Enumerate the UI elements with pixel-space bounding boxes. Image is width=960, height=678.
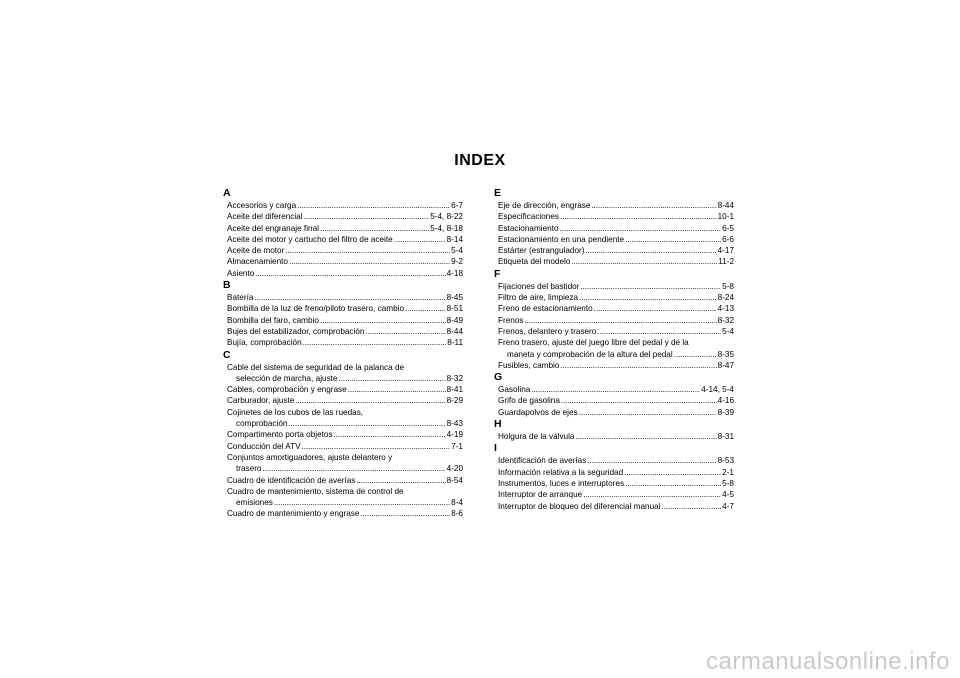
page-reference: 5-8 xyxy=(722,281,734,291)
index-entry-text: Bombilla de la luz de freno/piloto trasero, cambio xyxy=(227,304,405,314)
index-entry xyxy=(494,360,734,371)
index-entry-text: Cable del sistema de seguridad de la palanca de xyxy=(227,362,405,372)
page-reference: 4-14, 5-4 xyxy=(701,385,734,395)
page-reference: 8-31 xyxy=(717,432,734,442)
index-entry xyxy=(494,256,734,267)
dot-leader xyxy=(303,337,447,348)
page-reference: 8-11 xyxy=(447,338,463,348)
page-reference: 8-32 xyxy=(446,373,463,383)
index-entry-text: Grifo de gasolina xyxy=(498,396,560,406)
index-entry xyxy=(494,489,734,500)
index-entry xyxy=(223,303,463,314)
dot-leader xyxy=(560,360,716,371)
page-reference: 8-44 xyxy=(717,201,734,210)
dot-leader xyxy=(297,200,450,211)
index-entry-text: Frenos, delantero y trasero xyxy=(498,326,597,336)
index-entry xyxy=(494,223,734,234)
index-entry xyxy=(223,407,463,430)
index-entry-text: Compartimento porta objetos xyxy=(227,430,333,440)
index-entry xyxy=(494,478,734,489)
index-entry-text: Gasolina xyxy=(498,385,531,395)
dot-leader xyxy=(295,395,445,406)
index-entry-text: maneta y comprobación de la altura del pedal xyxy=(507,349,673,359)
index-entry xyxy=(494,501,734,512)
index-entry xyxy=(223,326,463,337)
section-letter: G xyxy=(494,371,503,384)
index-entry xyxy=(223,429,463,440)
page-reference: 6-7 xyxy=(451,201,463,210)
index-entry xyxy=(223,441,463,452)
page-reference: 4-18 xyxy=(446,268,463,278)
page-reference: 4-13 xyxy=(717,304,734,314)
index-entry-text: comprobación xyxy=(236,419,288,429)
section-letter: A xyxy=(223,187,231,199)
index-entry-text: Batería xyxy=(227,293,254,303)
index-entry-text: Aceite de motor xyxy=(227,246,285,256)
page-reference: 5-8 xyxy=(722,478,734,488)
index-entry xyxy=(223,508,463,519)
index-entry-text: Instrumentos, luces e interruptores xyxy=(498,478,625,488)
index-column-right xyxy=(494,187,734,512)
page-reference: 5-4 xyxy=(451,246,463,256)
index-entry-text: Fijaciones del bastidor xyxy=(498,281,580,291)
index-entry-text: Accesorios y carga xyxy=(227,201,297,210)
index-entry-text: Asiento xyxy=(227,268,255,278)
index-entry xyxy=(223,292,463,303)
index-entry xyxy=(223,395,463,406)
index-entry xyxy=(494,234,734,245)
index-entry xyxy=(223,315,463,326)
index-entry xyxy=(494,211,734,222)
dot-leader xyxy=(579,407,717,418)
index-entry xyxy=(223,475,463,486)
page-reference: 9-2 xyxy=(451,257,463,267)
page-reference: 8-35 xyxy=(717,349,734,359)
index-entry xyxy=(494,395,734,406)
dot-leader xyxy=(289,256,450,267)
section-letter: H xyxy=(494,418,502,431)
page-reference: 8-6 xyxy=(451,509,463,519)
dot-leader xyxy=(571,256,717,267)
page-reference: 4-7 xyxy=(722,501,734,511)
page-reference: 8-4 xyxy=(451,498,463,508)
index-entry-text: Identificación de averías xyxy=(498,456,587,466)
index-entry xyxy=(494,467,734,478)
index-entry-text: Conducción del ATV xyxy=(227,441,301,451)
dot-leader xyxy=(594,303,717,314)
index-entry-text: Filtro de aire, limpieza xyxy=(498,293,579,303)
page-reference: 4-19 xyxy=(446,430,463,440)
section-letter: I xyxy=(494,442,497,455)
page-reference: 6-6 xyxy=(722,234,734,244)
page-reference: 8-49 xyxy=(446,315,463,325)
index-entry-text: Especificaciones xyxy=(498,212,559,222)
dot-leader xyxy=(302,441,451,452)
page-reference: 5-4, 8-18 xyxy=(430,223,463,233)
page-reference: 8-54 xyxy=(446,475,463,485)
index-entry xyxy=(223,256,463,267)
dot-leader xyxy=(624,467,721,478)
page-reference: 8-47 xyxy=(717,360,734,370)
page-reference: 8-32 xyxy=(717,315,734,325)
index-entry-text: Frenos xyxy=(498,315,524,325)
index-entry xyxy=(223,362,463,385)
dot-leader xyxy=(625,478,721,489)
page-reference: 5-4, 8-22 xyxy=(430,212,463,222)
index-entry xyxy=(494,407,734,418)
page-reference: 6-5 xyxy=(722,223,734,233)
dot-leader xyxy=(580,281,721,292)
page-reference: 8-14 xyxy=(446,234,463,244)
dot-leader xyxy=(597,326,721,337)
index-entry-text: Etiqueta del modelo xyxy=(498,257,571,267)
page-reference: 4-17 xyxy=(717,246,734,256)
index-entry xyxy=(494,303,734,314)
index-entry-text: Bombilla del faro, cambio xyxy=(227,315,319,325)
index-entry xyxy=(223,200,463,211)
dot-leader xyxy=(254,292,445,303)
section-letter: F xyxy=(494,267,501,280)
index-entry-text: Cuadro de mantenimiento y engrase xyxy=(227,509,360,519)
index-entry-text: Estárter (estrangulador) xyxy=(498,246,585,256)
index-entry-text: trasero xyxy=(236,464,262,474)
dot-leader xyxy=(662,501,722,512)
dot-leader xyxy=(560,223,722,234)
index-entry xyxy=(223,234,463,245)
index-entry xyxy=(494,281,734,292)
index-entry xyxy=(223,268,463,279)
dot-leader xyxy=(674,349,717,360)
page-reference: 11-2 xyxy=(718,257,734,267)
index-entry-text: Eje de dirección, engrase xyxy=(498,201,591,210)
index-entry xyxy=(494,431,734,442)
dot-leader xyxy=(304,211,430,222)
page-reference: 8-43 xyxy=(446,419,463,429)
dot-leader xyxy=(365,326,445,337)
index-entry xyxy=(223,486,463,509)
index-entry-text: Interruptor de bloqueo del diferencial manual xyxy=(498,501,661,511)
section-letter: E xyxy=(494,187,502,199)
page-reference: 8-45 xyxy=(446,293,463,303)
index-entry-text: emisiones xyxy=(236,498,273,508)
dot-leader xyxy=(356,475,445,486)
index-entry-text: Carburador, ajuste xyxy=(227,396,295,406)
index-entry xyxy=(494,455,734,466)
page-reference: 8-24 xyxy=(717,293,734,303)
dot-leader xyxy=(255,268,445,279)
dot-leader xyxy=(262,463,445,474)
dot-leader xyxy=(531,384,700,395)
index-entry-text: Freno de estacionamiento xyxy=(498,304,593,314)
page-reference: 5-4 xyxy=(722,326,734,336)
index-entry-text: selección de marcha, ajuste xyxy=(236,373,338,383)
index-entry xyxy=(494,326,734,337)
index-entry-text: Holgura de la válvula xyxy=(498,432,575,442)
index-entry xyxy=(223,337,463,348)
page-title: INDEX xyxy=(454,152,506,169)
index-entry-text: Bujía, comprobación xyxy=(227,338,302,348)
index-entry xyxy=(223,211,463,222)
dot-leader xyxy=(524,315,716,326)
page-reference: 8-39 xyxy=(717,407,734,417)
index-entry-text: Estacionamiento en una pendiente xyxy=(498,234,625,244)
page-reference: 8-44 xyxy=(446,326,463,336)
index-entry-text: Estacionamiento xyxy=(498,223,559,233)
index-entry-text: Información relativa a la seguridad xyxy=(498,467,624,477)
page-reference: 2-1 xyxy=(722,467,734,477)
index-entry-text: Cuadro de identificación de averías xyxy=(227,475,356,485)
dot-leader xyxy=(320,315,446,326)
dot-leader xyxy=(334,429,446,440)
dot-leader xyxy=(394,234,446,245)
index-entry-text: Almacenamiento xyxy=(227,257,288,267)
index-entry-text: Conjuntos amortiguadores, ajuste delantero y xyxy=(227,452,393,462)
page-reference: 4-16 xyxy=(717,396,734,406)
index-entry xyxy=(494,200,734,211)
index-entry-text: Freno trasero, ajuste del juego libre del pedal y de la xyxy=(498,338,689,348)
dot-leader xyxy=(625,234,721,245)
index-entry-text: Aceite del engranaje final xyxy=(227,223,319,233)
dot-leader xyxy=(285,245,450,256)
index-entry-text: Aceite del diferencial xyxy=(227,212,303,222)
section-letter: C xyxy=(223,348,231,361)
index-entry xyxy=(494,245,734,256)
page-reference: 8-29 xyxy=(446,396,463,406)
index-entry-text: Aceite del motor y cartucho del filtro de aceite xyxy=(227,234,393,244)
index-entry xyxy=(223,452,463,475)
dot-leader xyxy=(274,497,450,508)
index-entry xyxy=(223,384,463,395)
dot-leader xyxy=(561,395,717,406)
index-entry xyxy=(223,245,463,256)
dot-leader xyxy=(348,384,446,395)
page-reference: 8-51 xyxy=(446,304,463,314)
index-entry xyxy=(494,337,734,360)
index-entry xyxy=(494,384,734,395)
dot-leader xyxy=(591,200,716,211)
index-entry-text: Cuadro de mantenimiento, sistema de control de xyxy=(227,486,404,496)
index-column-left xyxy=(223,187,463,520)
index-entry-text: Bujes del estabilizador, comprobación xyxy=(227,326,365,336)
page-reference: 10-1 xyxy=(717,212,734,222)
dot-leader xyxy=(579,292,717,303)
dot-leader xyxy=(587,455,716,466)
index-entry-text: Guardapolvos de ejes xyxy=(498,407,578,417)
page-reference: 8-53 xyxy=(717,456,734,466)
index-entry-text: Fusibles, cambio xyxy=(498,360,560,370)
index-entry xyxy=(494,315,734,326)
dot-leader xyxy=(288,418,445,429)
page-reference: 4-20 xyxy=(446,464,463,474)
dot-leader xyxy=(339,373,446,384)
watermark-text: carmanualsonline.info xyxy=(706,648,950,675)
page-reference: 7-1 xyxy=(451,441,463,451)
index-entry xyxy=(223,223,463,234)
page-reference: 8-41 xyxy=(446,385,463,395)
section-letter: B xyxy=(223,279,231,292)
dot-leader xyxy=(405,303,446,314)
index-entry-text: Cables, comprobación y engrase xyxy=(227,385,347,395)
dot-leader xyxy=(583,489,721,500)
page-reference: 4-5 xyxy=(722,490,734,500)
dot-leader xyxy=(360,508,450,519)
index-entry-text: Cojinetes de los cubos de las ruedas, xyxy=(227,407,364,417)
index-entry-text: Interruptor de arranque xyxy=(498,490,583,500)
dot-leader xyxy=(560,211,717,222)
dot-leader xyxy=(320,223,429,234)
dot-leader xyxy=(575,431,716,442)
index-entry xyxy=(494,292,734,303)
dot-leader xyxy=(585,245,716,256)
